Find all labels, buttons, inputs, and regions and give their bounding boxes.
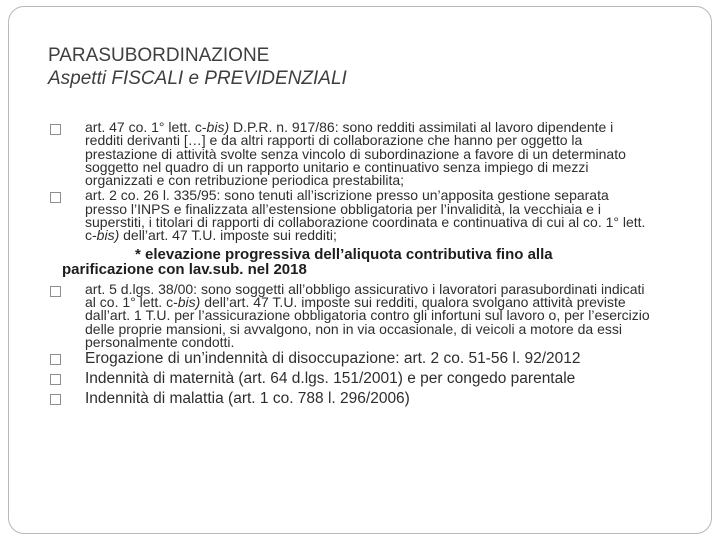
item-text-italic: bis): [177, 293, 201, 310]
highlight-line-1: * elevazione progressiva dell’aliquota contributiva fino alla: [135, 245, 553, 263]
bullet-box-icon: [50, 286, 61, 297]
bullet-box-icon: [50, 374, 61, 385]
highlight-line-2: parificazione con lav.sub. nel 2018: [62, 261, 307, 279]
highlight-note: [62, 247, 650, 278]
bullet-box-icon: [50, 124, 61, 135]
bullet-item-art47: [50, 121, 650, 187]
bullet-item-art2: [50, 189, 650, 242]
item-text: dell’art. 47 T.U. imposte sui redditi;: [119, 227, 337, 244]
item-text: art. 47 co. 1° lett. c-: [85, 119, 207, 135]
item-text-italic: bis): [96, 227, 120, 244]
item-text: art. 2 co. 26 l. 335/95: sono tenuti all’iscrizione presso un’apposita gestione separata presso l’INPS e finalizzata all’estensione obbligatoria per l’invalidità, la vecchiaia e i superstiti, i titolari di rapporti di collaborazione coordinata e continuativa di cui al co. 1° lett. c-: [85, 187, 646, 244]
item-text: Indennità di maternità (art. 64 d.lgs. 151/2001) e per congedo parentale: [85, 370, 576, 388]
bullet-item-disoccupazione: [50, 351, 650, 366]
item-text: Erogazione di un’indennità di disoccupazione: art. 2 co. 51-56 l. 92/2012: [85, 350, 581, 368]
slide-content: [50, 121, 650, 411]
title-line-1: PARASUBORDINAZIONE: [48, 45, 270, 66]
item-text-italic: bis): [206, 119, 230, 135]
item-text: art. 5 d.lgs. 38/00: sono soggetti all’obbligo assicurativo i lavoratori parasubordinati indicati al co. 1° lett. c-: [85, 280, 645, 310]
item-text: Indennità di malattia (art. 1 co. 788 l. 296/2006): [85, 390, 410, 408]
item-text: dell’art. 47 T.U. imposte sui redditi, qualora svolgano attività previste dall’art. 1 T.U. per l’assicurazione obbligatoria contro gli infortuni sul lavoro o, per l’esercizio delle proprie mansioni, si avvalgono, non in via occasionale, di veicoli a motore da essi personalmente condotti.: [85, 293, 650, 350]
item-text: D.P.R. n. 917/86: sono redditi assimilati al lavoro dipendente i redditi derivanti […] e da altri rapporti di collaborazione che hanno per oggetto la prestazione di attività svolte senza vincolo di subordinazione a favore di un determinato soggetto nel quadro di un rapporto unitario e continuativo senza impiego di mezzi organizzati e con retribuzione periodica prestabilita;: [85, 119, 626, 189]
bullet-box-icon: [50, 394, 61, 405]
bullet-box-icon: [50, 354, 61, 365]
bullet-item-art5: [50, 280, 650, 350]
title-line-2: Aspetti FISCALI e PREVIDENZIALI: [48, 68, 347, 89]
bullet-item-malattia: [50, 391, 650, 406]
slide-title: [48, 44, 347, 90]
bullet-item-maternita: [50, 371, 650, 386]
bullet-box-icon: [50, 192, 61, 203]
